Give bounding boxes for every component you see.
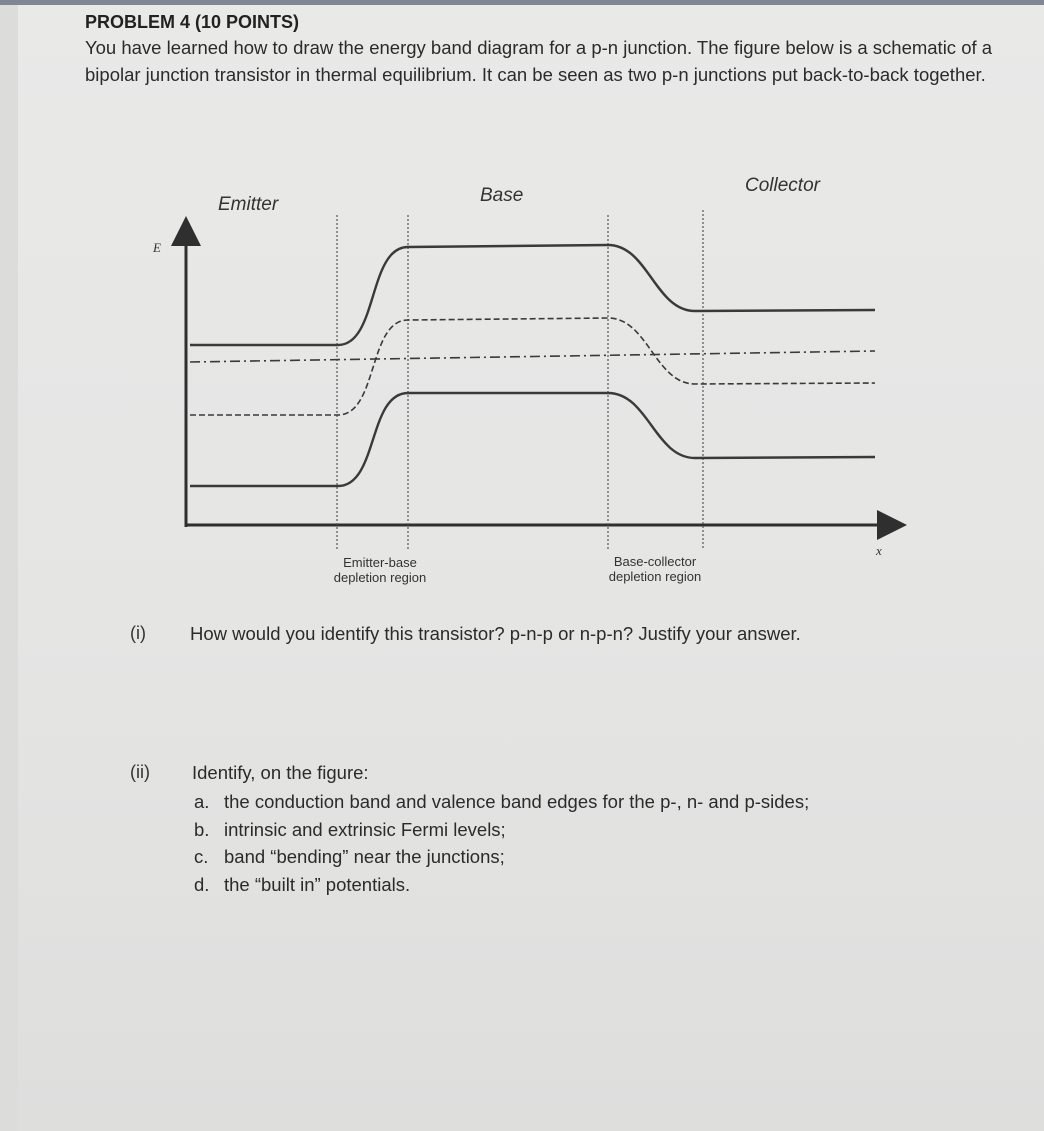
- list-item-letter: d.: [194, 873, 210, 895]
- list-item: [194, 871, 809, 899]
- question-1-text: How would you identify this transistor? p-n-p or n-p-n? Justify your answer.: [190, 623, 801, 644]
- question-2-number: (ii): [130, 762, 150, 782]
- list-item: [194, 816, 809, 844]
- list-item-text: band “bending” near the junctions;: [224, 846, 505, 867]
- list-item-text: intrinsic and extrinsic Fermi levels;: [224, 818, 506, 840]
- collector-label: Collector: [745, 175, 820, 196]
- position-axis-label: x: [876, 543, 882, 558]
- fermi-level-line: [190, 351, 875, 362]
- eb-depletion-label-line1: Emitter-base: [343, 555, 417, 570]
- list-item: [194, 788, 809, 816]
- list-item: [194, 843, 809, 871]
- eb-depletion-label-line2: depletion region: [333, 570, 427, 585]
- band-diagram-svg: [140, 165, 920, 595]
- list-item-text: the “built in” potentials.: [224, 873, 411, 895]
- bc-depletion-label-line1: Base-collector: [613, 554, 697, 569]
- list-item-letter: b.: [194, 818, 210, 840]
- question-2-text: Identify, on the figure:: [192, 762, 369, 783]
- problem-title: PROBLEM 4 (10 POINTS): [85, 12, 300, 32]
- emitter-label: Emitter: [218, 194, 279, 215]
- question-1-number: (i): [130, 623, 146, 643]
- valence-band-edge: [190, 393, 875, 486]
- conduction-band-edge: [190, 245, 875, 345]
- bc-depletion-label-line2: depletion region: [608, 569, 702, 584]
- band-diagram-figure: [140, 165, 920, 595]
- energy-axis-label: E: [153, 240, 161, 255]
- problem-intro: You have learned how to draw the energy band diagram for a p-n junction. The figure below is a schematic of a bipolar junction transistor in thermal equilibrium. It can be seen as two p-n junctions put back-to-back together.: [85, 37, 993, 85]
- list-item-text: the conduction band and valence band edges for the p-, n- and p-sides;: [224, 791, 810, 812]
- base-label: Base: [480, 185, 524, 206]
- question-2-list: [194, 788, 809, 898]
- list-item-letter: a.: [194, 791, 210, 812]
- intrinsic-level-line: [190, 318, 875, 415]
- list-item-letter: c.: [194, 846, 209, 867]
